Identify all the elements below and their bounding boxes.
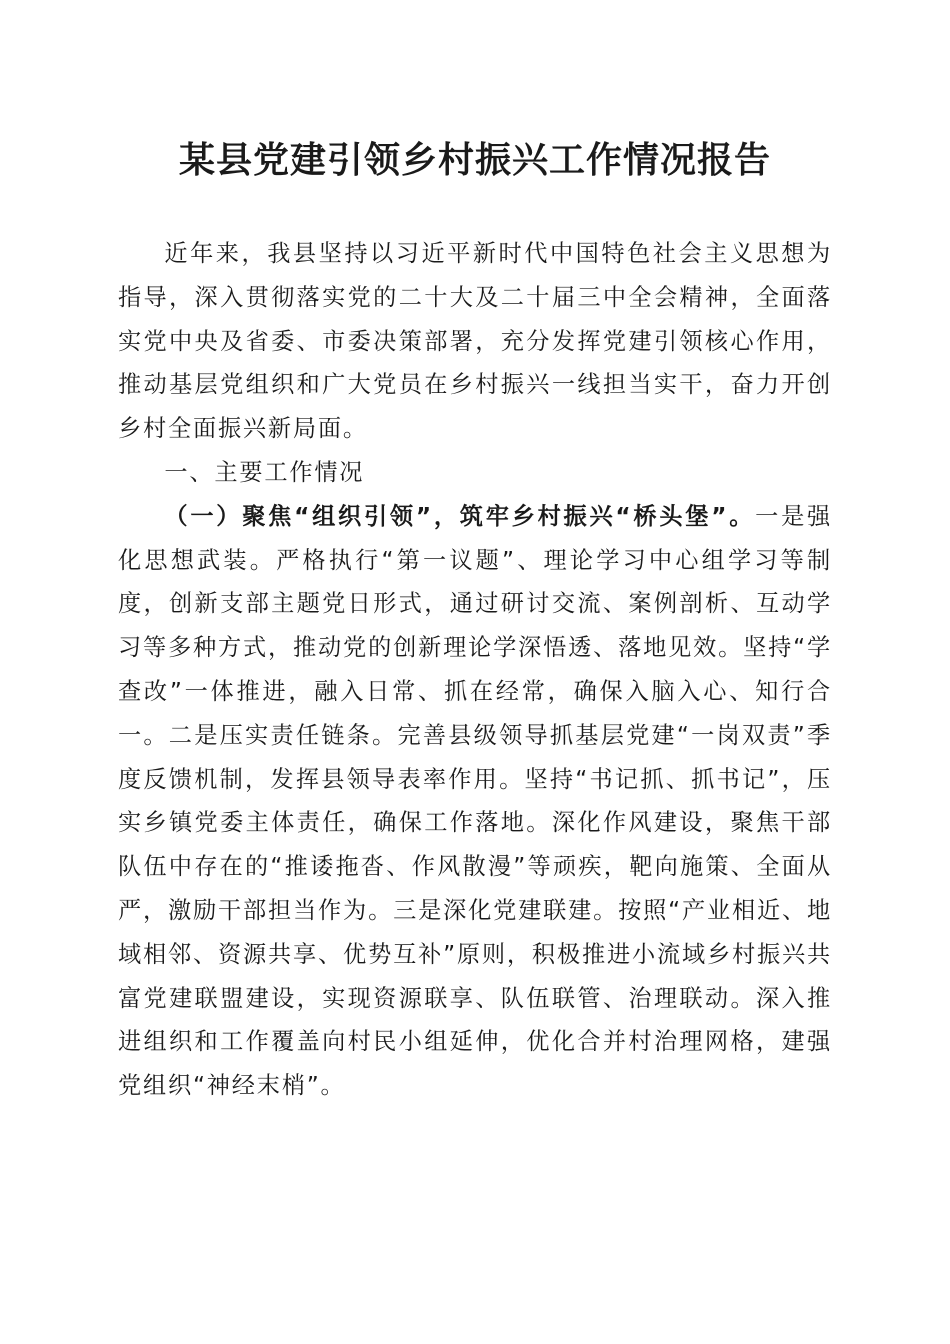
- section-heading-main-work: 一、主要工作情况: [164, 458, 365, 486]
- intro-paragraph: 近年来，我县坚持以习近平新时代中国特色社会主义思想为指导，深入贯彻落实党的二十大及二十届三中全会精神，全面落实党中央及省委、市委决策部署，充分发挥党建引领核心作用，推动基层党组织和广大党员在乡村振兴一线担当实干，奋力开创乡村全面振兴新局面。: [118, 240, 832, 443]
- subsection-body-organization: 一是强化思想武装。严格执行“第一议题”、理论学习中心组学习等制度，创新支部主题党日形式，通过研讨交流、案例剖析、互动学习等多种方式，推动党的创新理论学深悟透、落地见效。坚持“学查改”一体推进，融入日常、抓在经常，确保入脑入心、知行合一。二是压实责任链条。完善县级领导抓基层党建“一岗双责”季度反馈机制，发挥县领导表率作用。坚持“书记抓、抓书记”，压实乡镇党委主体责任，确保工作落地。深化作风建设，聚焦干部队伍中存在的“推诿拖沓、作风散漫”等顽疾，靶向施策、全面从严，激励干部担当作为。三是深化党建联建。按照“产业相近、地域相邻、资源共享、优势互补”原则，积极推进小流域乡村振兴共富党建联盟建设，实现资源联享、队伍联管、治理联动。深入推进组织和工作覆盖向村民小组延伸，优化合并村治理网格，建强党组织“神经末梢”。: [118, 502, 833, 1100]
- document-title: 某县党建引领乡村振兴工作情况报告: [178, 139, 771, 181]
- subsection-heading-organization: （一）聚焦“组织引领”，筑牢乡村振兴“桥头堡”。: [164, 502, 756, 530]
- subsection-paragraph-organization: [118, 495, 832, 1108]
- document-body: [118, 232, 832, 1108]
